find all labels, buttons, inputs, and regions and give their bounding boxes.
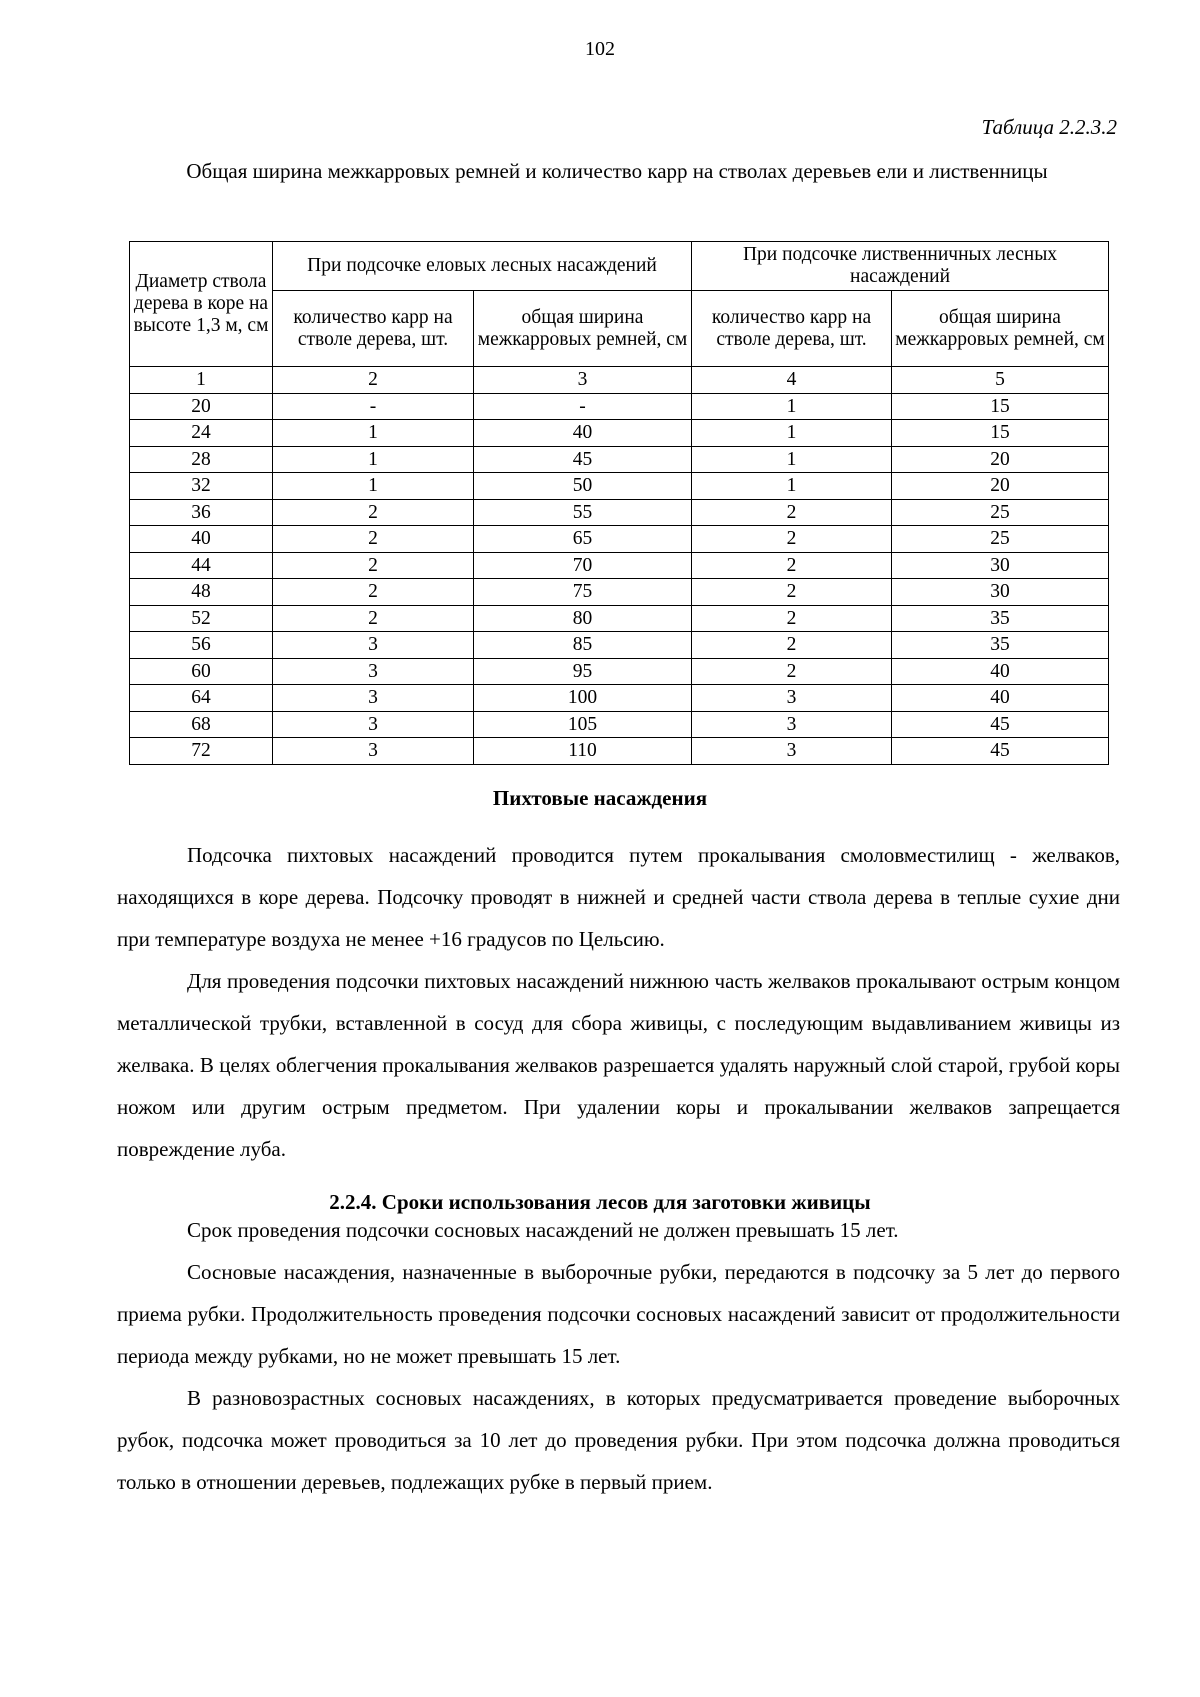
table-row bbox=[130, 393, 1109, 420]
table-cell: 2 bbox=[273, 552, 474, 579]
table-cell: 72 bbox=[130, 738, 273, 765]
table-cell: 45 bbox=[892, 711, 1109, 738]
table-cell: 3 bbox=[692, 711, 892, 738]
subsection-heading: 2.2.4. Сроки использования лесов для заготовки живицы bbox=[329, 1190, 871, 1214]
table-cell: 1 bbox=[692, 446, 892, 473]
table-cell: 2 bbox=[692, 632, 892, 659]
table-cell: 2 bbox=[273, 605, 474, 632]
table-cell: 2 bbox=[273, 526, 474, 553]
table-cell: 3 bbox=[273, 738, 474, 765]
sub-header-larch-count: количество карр на стволе дерева, шт. bbox=[692, 291, 892, 367]
table-row bbox=[130, 526, 1109, 553]
subsection-body bbox=[117, 1209, 1120, 1503]
table-cell: 15 bbox=[892, 420, 1109, 447]
column-number: 5 bbox=[892, 367, 1109, 394]
table-row bbox=[130, 605, 1109, 632]
table-cell: 2 bbox=[273, 499, 474, 526]
col-diameter-header: Диаметр ствола дерева в коре на высоте 1,3 м, см bbox=[130, 242, 273, 367]
table-cell: 1 bbox=[273, 446, 474, 473]
table-cell: 1 bbox=[692, 420, 892, 447]
column-number: 1 bbox=[130, 367, 273, 394]
table-cell: 50 bbox=[474, 473, 692, 500]
table-row bbox=[130, 632, 1109, 659]
table-cell: 1 bbox=[692, 393, 892, 420]
table-cell: 45 bbox=[474, 446, 692, 473]
column-number: 4 bbox=[692, 367, 892, 394]
table-cell: 28 bbox=[130, 446, 273, 473]
table-cell: 1 bbox=[273, 473, 474, 500]
group-spruce-header: При подсочке еловых лесных насаждений bbox=[273, 242, 692, 291]
column-number-row bbox=[130, 367, 1109, 394]
table-row bbox=[130, 579, 1109, 606]
table-cell: 20 bbox=[130, 393, 273, 420]
table-cell: 25 bbox=[892, 499, 1109, 526]
table-cell: 55 bbox=[474, 499, 692, 526]
table-cell: 60 bbox=[130, 658, 273, 685]
table-cell: 70 bbox=[474, 552, 692, 579]
table-cell: 75 bbox=[474, 579, 692, 606]
sub-header-larch-width: общая ширина межкарровых ремней, см bbox=[892, 291, 1109, 367]
sub-header-spruce-width: общая ширина межкарровых ремней, см bbox=[474, 291, 692, 367]
table-cell: 95 bbox=[474, 658, 692, 685]
table-cell: 36 bbox=[130, 499, 273, 526]
table-cell: 3 bbox=[273, 711, 474, 738]
group-larch-header: При подсочке лиственничных лесных насаждений bbox=[692, 242, 1109, 291]
section-heading: Пихтовые насаждения bbox=[492, 786, 708, 810]
table-cell: 2 bbox=[692, 499, 892, 526]
table-cell: 3 bbox=[692, 685, 892, 712]
table-cell: 15 bbox=[892, 393, 1109, 420]
table-cell: 105 bbox=[474, 711, 692, 738]
table-cell: - bbox=[474, 393, 692, 420]
table-header-row-2 bbox=[130, 291, 1109, 367]
table-cell: 2 bbox=[692, 579, 892, 606]
table-row bbox=[130, 711, 1109, 738]
table-cell: 20 bbox=[892, 446, 1109, 473]
table-cell: 40 bbox=[130, 526, 273, 553]
table-cell: 3 bbox=[692, 738, 892, 765]
table-cell: 2 bbox=[692, 605, 892, 632]
table-cell: 48 bbox=[130, 579, 273, 606]
table-label: Таблица 2.2.3.2 bbox=[981, 115, 1117, 139]
paragraph: Срок проведения подсочки сосновых насаждений не должен превышать 15 лет. bbox=[187, 1218, 899, 1242]
table-cell: 35 bbox=[892, 605, 1109, 632]
table-cell: 2 bbox=[273, 579, 474, 606]
table-cell: 52 bbox=[130, 605, 273, 632]
table-row bbox=[130, 552, 1109, 579]
table-row bbox=[130, 473, 1109, 500]
page-number: 102 bbox=[585, 38, 615, 60]
table-cell: 1 bbox=[273, 420, 474, 447]
table-cell: 32 bbox=[130, 473, 273, 500]
table-cell: 40 bbox=[892, 658, 1109, 685]
table-cell: 45 bbox=[892, 738, 1109, 765]
table-cell: 30 bbox=[892, 552, 1109, 579]
table-cell: 1 bbox=[692, 473, 892, 500]
table-cell: 2 bbox=[692, 658, 892, 685]
column-number: 2 bbox=[273, 367, 474, 394]
table-title: Общая ширина межкарровых ремней и количество карр на стволах деревьев ели и лиственницы bbox=[186, 159, 1048, 183]
table-cell: 3 bbox=[273, 632, 474, 659]
table-row bbox=[130, 738, 1109, 765]
table-cell: 85 bbox=[474, 632, 692, 659]
table-cell: 3 bbox=[273, 658, 474, 685]
data-table bbox=[129, 241, 1109, 765]
table-cell: 25 bbox=[892, 526, 1109, 553]
section-body bbox=[117, 834, 1120, 1170]
table-cell: 110 bbox=[474, 738, 692, 765]
paragraph: В разновозрастных сосновых насаждениях, в которых предусматривается проведение выборочных рубок, подсочка может проводиться за 10 лет до проведения рубки. При этом подсочка должна проводиться только в отношении деревьев, подлежащих рубке в первый прием. bbox=[117, 1386, 1120, 1494]
table-cell: 40 bbox=[474, 420, 692, 447]
table-header-row-1 bbox=[130, 242, 1109, 291]
table-cell: 24 bbox=[130, 420, 273, 447]
table-cell: 40 bbox=[892, 685, 1109, 712]
table-cell: 44 bbox=[130, 552, 273, 579]
table-cell: 20 bbox=[892, 473, 1109, 500]
table-cell: 100 bbox=[474, 685, 692, 712]
table-cell: 30 bbox=[892, 579, 1109, 606]
table-cell: - bbox=[273, 393, 474, 420]
table-cell: 35 bbox=[892, 632, 1109, 659]
table-row bbox=[130, 685, 1109, 712]
table-cell: 68 bbox=[130, 711, 273, 738]
table-row bbox=[130, 658, 1109, 685]
sub-header-spruce-count: количество карр на стволе дерева, шт. bbox=[273, 291, 474, 367]
table-cell: 2 bbox=[692, 526, 892, 553]
paragraph: Для проведения подсочки пихтовых насаждений нижнюю часть желваков прокалывают острым концом металлической трубки, вставленной в сосуд для сбора живицы, с последующим выдавливанием живицы из желвака. В целях облегчения прокалывания желваков разрешается удалять наружный слой старой, грубой коры ножом или другим острым предметом. При удалении коры и прокалывании желваков запрещается повреждение луба. bbox=[117, 969, 1120, 1161]
table-cell: 80 bbox=[474, 605, 692, 632]
table-cell: 3 bbox=[273, 685, 474, 712]
table-cell: 2 bbox=[692, 552, 892, 579]
table-cell: 64 bbox=[130, 685, 273, 712]
table-row bbox=[130, 499, 1109, 526]
table-row bbox=[130, 420, 1109, 447]
column-number: 3 bbox=[474, 367, 692, 394]
paragraph: Сосновые насаждения, назначенные в выборочные рубки, передаются в подсочку за 5 лет до первого приема рубки. Продолжительность проведения подсочки сосновых насаждений зависит от продолжительности периода между рубками, но не может превышать 15 лет. bbox=[117, 1260, 1120, 1368]
table-row bbox=[130, 446, 1109, 473]
table-cell: 65 bbox=[474, 526, 692, 553]
paragraph: Подсочка пихтовых насаждений проводится путем прокалывания смоловместилищ - желваков, находящихся в коре дерева. Подсочку проводят в нижней и средней части ствола дерева в теплые сухие дни при температуре воздуха не менее +16 градусов по Цельсию. bbox=[117, 843, 1120, 951]
table-cell: 56 bbox=[130, 632, 273, 659]
